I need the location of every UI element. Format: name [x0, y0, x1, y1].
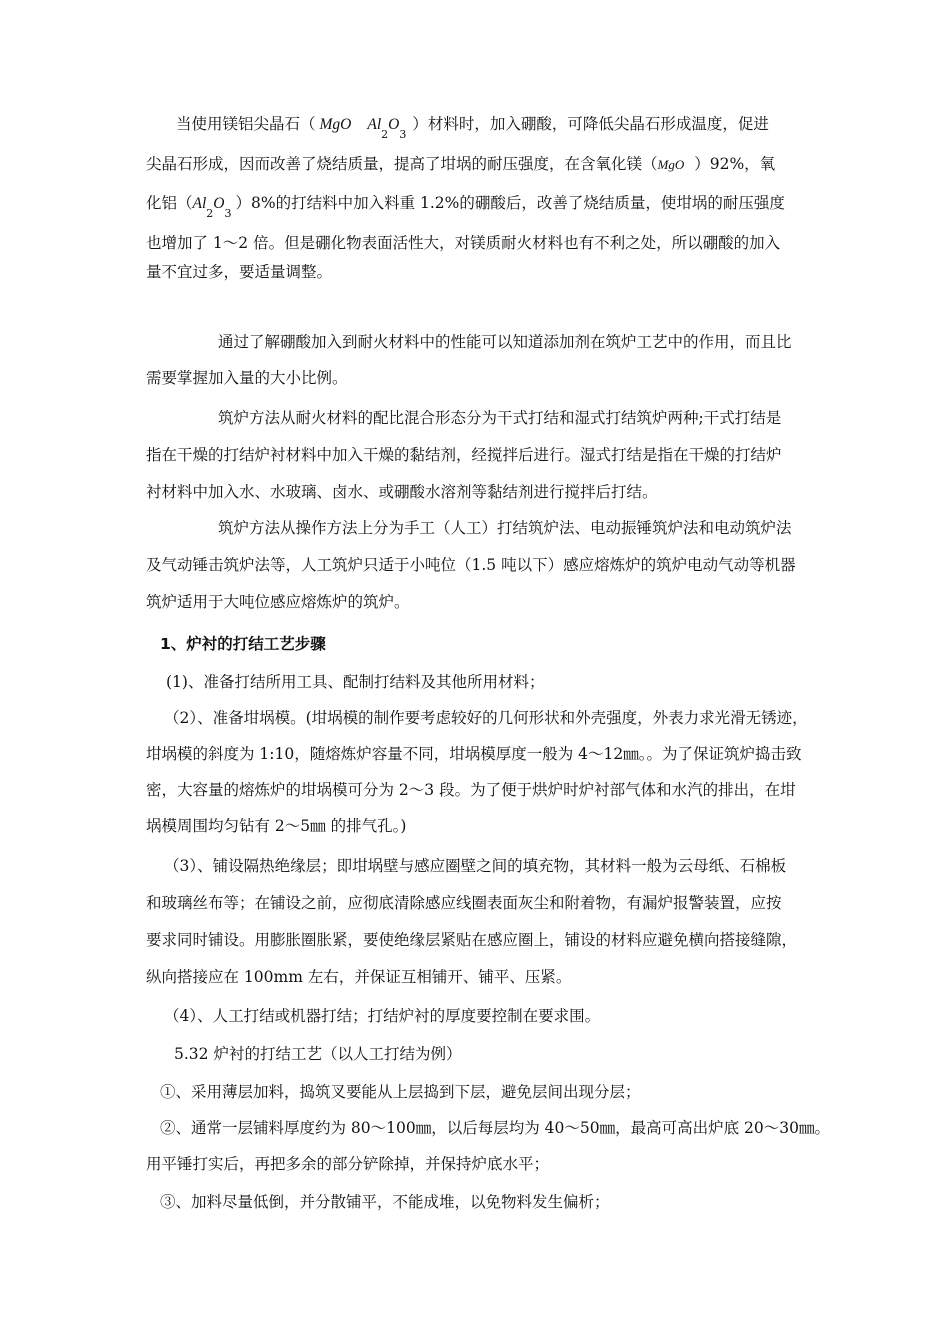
- subscript: 3: [399, 128, 407, 141]
- paragraph-line: 筑炉适用于大吨位感应熔炼炉的筑炉。: [146, 593, 410, 611]
- text-run: 化铝（: [146, 194, 193, 212]
- paragraph-line: 指在干燥的打结炉衬材料中加入干燥的黏结剂，经搅拌后进行。湿式打结是指在干燥的打结炉: [146, 446, 782, 464]
- text-run: 尖晶石形成，因而改善了烧结质量，提高了坩埚的耐压强度，在含氧化镁（: [146, 155, 658, 173]
- paragraph-line: 需要掌握加入量的大小比例。: [146, 369, 348, 387]
- paragraph-line: 也增加了 1～2 倍。但是硼化物表面活性大，对镁质耐火材料也有不利之处，所以硼酸的加入: [146, 234, 781, 252]
- paragraph-line: （2）、准备坩埚模。(坩埚模的制作要考虑较好的几何形状和外壳强度，外表力求光滑无锈迹，: [164, 709, 808, 727]
- formula-o: O: [213, 195, 225, 212]
- step-1: (1)、准备打结所用工具、配制打结料及其他所用材料；: [166, 673, 545, 691]
- subscript: 2: [381, 128, 389, 141]
- formula-o: O: [388, 116, 400, 133]
- paragraph-line: [146, 150, 836, 179]
- paragraph-methods: [146, 514, 836, 617]
- paragraph-line: 埚模周围均匀钻有 2～5㎜ 的排气孔。): [146, 817, 407, 835]
- paragraph-line: [146, 189, 836, 219]
- paragraph-borate-spinel: [146, 110, 836, 287]
- paragraph-line: [146, 110, 836, 140]
- paragraph-line: 衬材料中加入水、水玻璃、卤水、或硼酸水溶剂等黏结剂进行搅拌后打结。: [146, 483, 658, 501]
- paragraph-line: 纵向搭接应在 100mm 左右，并保证互相铺开、铺平、压紧。: [146, 968, 572, 986]
- paragraph-line: 量不宜过多，要适量调整。: [146, 263, 333, 281]
- text-run: 当使用镁铝尖晶石（: [176, 115, 316, 133]
- paragraph-line: （3）、铺设隔热绝缘层；即坩埚壁与感应圈壁之间的填充物，其材料一般为云母纸、石棉板: [164, 857, 787, 875]
- substep-1: ①、采用薄层加料，捣筑叉要能从上层捣到下层，避免层间出现分层；: [160, 1083, 641, 1101]
- paragraph-line: 坩埚模的斜度为 1:10，随熔炼炉容量不同，坩埚模厚度一般为 4～12㎜。。为了保证筑炉捣击致: [146, 745, 802, 763]
- paragraph-line: 要求同时铺设。用膨胀圈胀紧，要使绝缘层紧贴在感应圈上，铺设的材料应避免横向搭接缝隙，: [146, 931, 798, 949]
- section-heading: 1、炉衬的打结工艺步骤: [160, 635, 326, 653]
- subscript: 3: [224, 207, 232, 220]
- paragraph-line: 通过了解硼酸加入到耐火材料中的性能可以知道添加剂在筑炉工艺中的作用，而且比: [218, 333, 792, 351]
- formula-mgo: MgO: [319, 116, 352, 133]
- paragraph-additive: [146, 328, 836, 393]
- formula-al: Al: [192, 195, 207, 212]
- text-run: ）92%，氧: [694, 155, 776, 173]
- step-3: [146, 852, 836, 992]
- paragraph-dry-wet: [146, 404, 836, 507]
- paragraph-line: ②、通常一层铺料厚度约为 80～100㎜，以后每层均为 40～50㎜，最高可高出炉底 20～30㎜。: [160, 1119, 830, 1137]
- text-run: ）8%的打结料中加入料重 1.2%的硼酸后，改善了烧结质量，使坩埚的耐压强度: [235, 194, 785, 212]
- subsection-title: 5.32 炉衬的打结工艺（以人工打结为例）: [174, 1045, 462, 1063]
- substep-2: [146, 1114, 836, 1179]
- text-run: ）材料时，加入硼酸，可降低尖晶石形成温度，促进: [412, 115, 769, 133]
- paragraph-line: 筑炉方法从操作方法上分为手工（人工）打结筑炉法、电动振锤筑炉法和电动筑炉法: [218, 519, 792, 537]
- formula-mgo: MgO: [657, 157, 685, 172]
- step-2: [146, 704, 836, 841]
- step-4: （4）、人工打结或机器打结；打结炉衬的厚度要控制在要求围。: [164, 1007, 601, 1025]
- paragraph-line: 和玻璃丝布等；在铺设之前，应彻底清除感应线圈表面灰尘和附着物，有漏炉报警装置，应按: [146, 894, 782, 912]
- subscript: 2: [206, 207, 214, 220]
- paragraph-line: 筑炉方法从耐火材料的配比混合形态分为干式打结和湿式打结筑炉两种;干式打结是: [218, 409, 782, 427]
- substep-3: ③、加料尽量低倒，并分散铺平，不能成堆，以免物料发生偏析；: [160, 1193, 610, 1211]
- formula-al: Al: [367, 116, 382, 133]
- paragraph-line: 及气动锤击筑炉法等，人工筑炉只适于小吨位（1.5 吨以下）感应熔炼炉的筑炉电动气动等机器: [146, 556, 796, 574]
- paragraph-line: 用平锤打实后，再把多余的部分铲除掉，并保持炉底水平；: [146, 1155, 550, 1173]
- paragraph-line: 密，大容量的熔炼炉的坩埚模可分为 2～3 段。为了便于烘炉时炉衬部气体和水汽的排出，在坩: [146, 781, 796, 799]
